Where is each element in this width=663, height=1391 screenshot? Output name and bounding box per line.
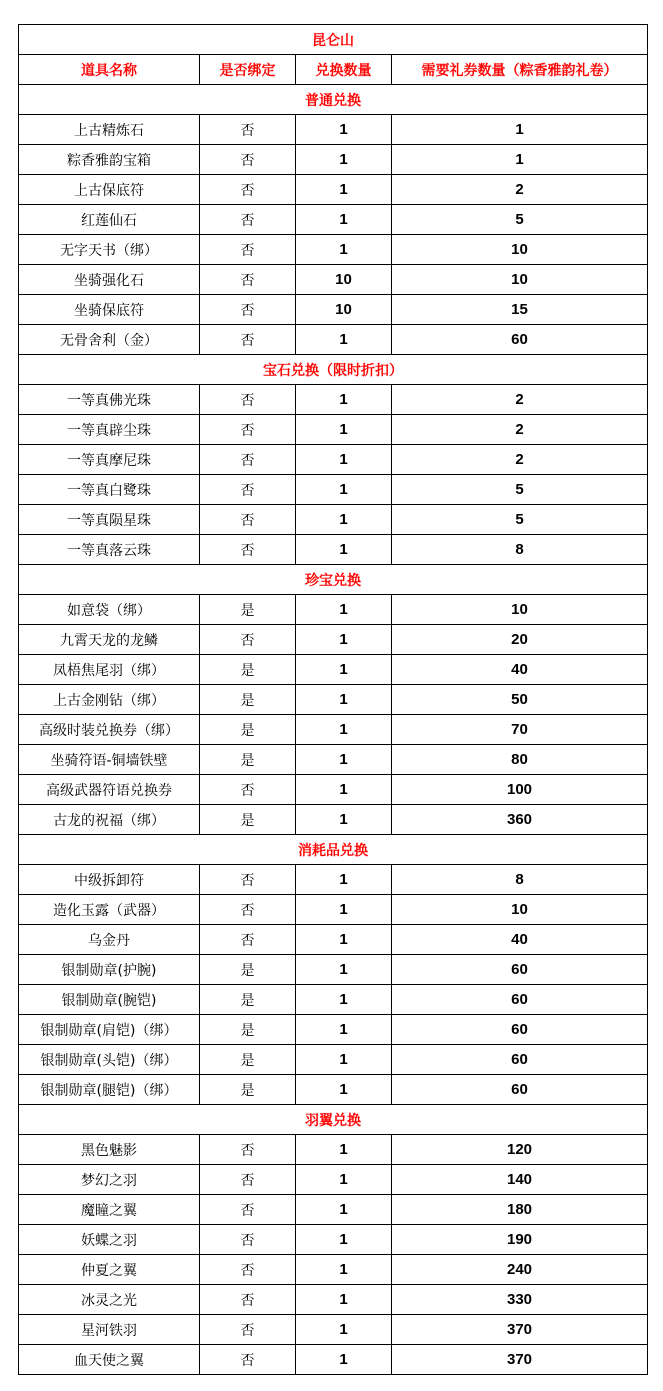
voucher-cost-cell: 5 (392, 475, 648, 505)
voucher-cost-cell: 20 (392, 625, 648, 655)
item-name-cell: 坐骑保底符 (19, 295, 200, 325)
table-row (19, 1225, 648, 1255)
item-name-cell: 高级武器符语兑换券 (19, 775, 200, 805)
table-row (19, 505, 648, 535)
voucher-cost-cell: 60 (392, 955, 648, 985)
item-name-cell: 星河铁羽 (19, 1315, 200, 1345)
table-row (19, 115, 648, 145)
item-name-cell: 黑色魅影 (19, 1135, 200, 1165)
item-name-cell: 中级拆卸符 (19, 865, 200, 895)
bound-cell: 否 (200, 925, 296, 955)
bound-cell: 否 (200, 145, 296, 175)
table-row (19, 385, 648, 415)
voucher-cost-cell: 5 (392, 205, 648, 235)
item-name-cell: 一等真摩尼珠 (19, 445, 200, 475)
item-name-cell: 一等真陨星珠 (19, 505, 200, 535)
item-name-cell: 一等真辟尘珠 (19, 415, 200, 445)
section-header-row (19, 355, 648, 385)
table-row (19, 1255, 648, 1285)
table-row (19, 145, 648, 175)
bound-cell: 是 (200, 685, 296, 715)
quantity-cell: 1 (296, 1195, 392, 1225)
quantity-cell: 1 (296, 1315, 392, 1345)
table-row (19, 445, 648, 475)
quantity-cell: 1 (296, 775, 392, 805)
bound-cell: 否 (200, 625, 296, 655)
section-title: 羽翼兑换 (19, 1105, 648, 1135)
table-row (19, 685, 648, 715)
title-row (19, 25, 648, 55)
item-name-cell: 银制勋章(护腕) (19, 955, 200, 985)
table-row (19, 1345, 648, 1375)
item-name-cell: 造化玉露（武器） (19, 895, 200, 925)
bound-cell: 是 (200, 595, 296, 625)
quantity-cell: 1 (296, 115, 392, 145)
table-row (19, 235, 648, 265)
bound-cell: 否 (200, 415, 296, 445)
table-title: 昆仑山 (19, 25, 648, 55)
quantity-cell: 1 (296, 145, 392, 175)
quantity-cell: 1 (296, 1345, 392, 1375)
bound-cell: 是 (200, 1015, 296, 1045)
voucher-cost-cell: 370 (392, 1315, 648, 1345)
quantity-cell: 10 (296, 295, 392, 325)
quantity-cell: 1 (296, 475, 392, 505)
table-row (19, 1015, 648, 1045)
bound-cell: 否 (200, 115, 296, 145)
bound-cell: 是 (200, 1075, 296, 1105)
voucher-cost-cell: 40 (392, 655, 648, 685)
voucher-cost-cell: 15 (392, 295, 648, 325)
item-name-cell: 上古精炼石 (19, 115, 200, 145)
bound-cell: 否 (200, 1255, 296, 1285)
table-row (19, 1045, 648, 1075)
section-title: 珍宝兑换 (19, 565, 648, 595)
bound-cell: 否 (200, 1225, 296, 1255)
quantity-cell: 1 (296, 745, 392, 775)
quantity-cell: 1 (296, 1165, 392, 1195)
quantity-cell: 1 (296, 1285, 392, 1315)
quantity-cell: 1 (296, 445, 392, 475)
quantity-cell: 10 (296, 265, 392, 295)
voucher-cost-cell: 50 (392, 685, 648, 715)
voucher-cost-cell: 80 (392, 745, 648, 775)
voucher-cost-cell: 60 (392, 1015, 648, 1045)
voucher-cost-cell: 370 (392, 1345, 648, 1375)
quantity-cell: 1 (296, 805, 392, 835)
bound-cell: 否 (200, 1135, 296, 1165)
bound-cell: 否 (200, 445, 296, 475)
voucher-cost-cell: 10 (392, 595, 648, 625)
quantity-cell: 1 (296, 595, 392, 625)
quantity-cell: 1 (296, 715, 392, 745)
bound-cell: 是 (200, 745, 296, 775)
exchange-table (18, 24, 648, 1375)
header-row (19, 55, 648, 85)
bound-cell: 否 (200, 1285, 296, 1315)
table-row (19, 595, 648, 625)
bound-cell: 是 (200, 1045, 296, 1075)
item-name-cell: 无骨舍利（金） (19, 325, 200, 355)
voucher-cost-cell: 60 (392, 1075, 648, 1105)
item-name-cell: 无字天书（绑） (19, 235, 200, 265)
table-row (19, 625, 648, 655)
table-row (19, 205, 648, 235)
bound-cell: 否 (200, 895, 296, 925)
item-name-cell: 银制勋章(腕铠) (19, 985, 200, 1015)
voucher-cost-cell: 100 (392, 775, 648, 805)
voucher-cost-cell: 140 (392, 1165, 648, 1195)
bound-cell: 否 (200, 325, 296, 355)
item-name-cell: 古龙的祝福（绑） (19, 805, 200, 835)
quantity-cell: 1 (296, 1075, 392, 1105)
bound-cell: 否 (200, 385, 296, 415)
item-name-cell: 银制勋章(腿铠)（绑） (19, 1075, 200, 1105)
quantity-cell: 1 (296, 385, 392, 415)
voucher-cost-cell: 8 (392, 535, 648, 565)
table-row (19, 265, 648, 295)
bound-cell: 是 (200, 805, 296, 835)
quantity-cell: 1 (296, 205, 392, 235)
bound-cell: 是 (200, 715, 296, 745)
voucher-cost-cell: 5 (392, 505, 648, 535)
table-row (19, 1285, 648, 1315)
voucher-cost-cell: 190 (392, 1225, 648, 1255)
item-name-cell: 妖蝶之羽 (19, 1225, 200, 1255)
table-row (19, 1195, 648, 1225)
section-header-row (19, 565, 648, 595)
bound-cell: 否 (200, 865, 296, 895)
table-row (19, 805, 648, 835)
item-name-cell: 红莲仙石 (19, 205, 200, 235)
table-row (19, 475, 648, 505)
quantity-cell: 1 (296, 505, 392, 535)
voucher-cost-cell: 2 (392, 415, 648, 445)
quantity-cell: 1 (296, 1015, 392, 1045)
item-name-cell: 一等真佛光珠 (19, 385, 200, 415)
voucher-cost-cell: 2 (392, 175, 648, 205)
table-row (19, 985, 648, 1015)
table-row (19, 325, 648, 355)
table-row (19, 925, 648, 955)
item-name-cell: 九霄天龙的龙鳞 (19, 625, 200, 655)
table-row (19, 655, 648, 685)
quantity-cell: 1 (296, 685, 392, 715)
bound-cell: 否 (200, 1165, 296, 1195)
quantity-cell: 1 (296, 1135, 392, 1165)
quantity-cell: 1 (296, 655, 392, 685)
table-row (19, 955, 648, 985)
section-title: 消耗品兑换 (19, 835, 648, 865)
voucher-cost-cell: 240 (392, 1255, 648, 1285)
item-name-cell: 银制勋章(头铠)（绑） (19, 1045, 200, 1075)
item-name-cell: 一等真白鹭珠 (19, 475, 200, 505)
item-name-cell: 坐骑符语-铜墙铁壁 (19, 745, 200, 775)
voucher-cost-cell: 60 (392, 325, 648, 355)
table-row (19, 415, 648, 445)
item-name-cell: 坐骑强化石 (19, 265, 200, 295)
table-row (19, 865, 648, 895)
quantity-cell: 1 (296, 1225, 392, 1255)
bound-cell: 否 (200, 1315, 296, 1345)
quantity-cell: 1 (296, 325, 392, 355)
voucher-cost-cell: 2 (392, 385, 648, 415)
item-name-cell: 粽香雅韵宝箱 (19, 145, 200, 175)
quantity-cell: 1 (296, 865, 392, 895)
quantity-cell: 1 (296, 235, 392, 265)
quantity-cell: 1 (296, 415, 392, 445)
quantity-cell: 1 (296, 955, 392, 985)
bound-cell: 否 (200, 1345, 296, 1375)
quantity-cell: 1 (296, 895, 392, 925)
voucher-cost-cell: 180 (392, 1195, 648, 1225)
voucher-cost-cell: 60 (392, 1045, 648, 1075)
section-header-row (19, 85, 648, 115)
item-name-cell: 魔瞳之翼 (19, 1195, 200, 1225)
voucher-cost-cell: 120 (392, 1135, 648, 1165)
voucher-cost-cell: 40 (392, 925, 648, 955)
voucher-cost-cell: 60 (392, 985, 648, 1015)
table-row (19, 775, 648, 805)
voucher-cost-cell: 2 (392, 445, 648, 475)
bound-cell: 否 (200, 235, 296, 265)
bound-cell: 否 (200, 535, 296, 565)
item-name-cell: 凤梧焦尾羽（绑） (19, 655, 200, 685)
voucher-cost-cell: 330 (392, 1285, 648, 1315)
quantity-cell: 1 (296, 625, 392, 655)
quantity-cell: 1 (296, 535, 392, 565)
table-row (19, 1315, 648, 1345)
voucher-cost-cell: 10 (392, 265, 648, 295)
section-header-row (19, 1105, 648, 1135)
header-item-name: 道具名称 (19, 55, 200, 85)
voucher-cost-cell: 1 (392, 115, 648, 145)
header-voucher-cost: 需要礼券数量（粽香雅韵礼卷） (392, 55, 648, 85)
bound-cell: 否 (200, 1195, 296, 1225)
item-name-cell: 一等真落云珠 (19, 535, 200, 565)
voucher-cost-cell: 1 (392, 145, 648, 175)
item-name-cell: 梦幻之羽 (19, 1165, 200, 1195)
table-row (19, 175, 648, 205)
header-quantity: 兑换数量 (296, 55, 392, 85)
section-header-row (19, 835, 648, 865)
item-name-cell: 银制勋章(肩铠)（绑） (19, 1015, 200, 1045)
item-name-cell: 如意袋（绑） (19, 595, 200, 625)
quantity-cell: 1 (296, 985, 392, 1015)
table-row (19, 295, 648, 325)
item-name-cell: 上古金刚钻（绑） (19, 685, 200, 715)
table-row (19, 1135, 648, 1165)
quantity-cell: 1 (296, 1255, 392, 1285)
item-name-cell: 上古保底符 (19, 175, 200, 205)
item-name-cell: 血天使之翼 (19, 1345, 200, 1375)
bound-cell: 否 (200, 505, 296, 535)
voucher-cost-cell: 10 (392, 895, 648, 925)
bound-cell: 否 (200, 265, 296, 295)
item-name-cell: 高级时装兑换券（绑） (19, 715, 200, 745)
section-title: 普通兑换 (19, 85, 648, 115)
table-row (19, 745, 648, 775)
bound-cell: 否 (200, 175, 296, 205)
table-row (19, 1165, 648, 1195)
bound-cell: 是 (200, 655, 296, 685)
item-name-cell: 乌金丹 (19, 925, 200, 955)
quantity-cell: 1 (296, 925, 392, 955)
bound-cell: 否 (200, 775, 296, 805)
quantity-cell: 1 (296, 175, 392, 205)
table-row (19, 1075, 648, 1105)
voucher-cost-cell: 360 (392, 805, 648, 835)
quantity-cell: 1 (296, 1045, 392, 1075)
bound-cell: 否 (200, 475, 296, 505)
table-row (19, 535, 648, 565)
bound-cell: 否 (200, 205, 296, 235)
table-row (19, 715, 648, 745)
voucher-cost-cell: 70 (392, 715, 648, 745)
header-bound: 是否绑定 (200, 55, 296, 85)
section-title: 宝石兑换（限时折扣） (19, 355, 648, 385)
bound-cell: 是 (200, 985, 296, 1015)
bound-cell: 是 (200, 955, 296, 985)
voucher-cost-cell: 10 (392, 235, 648, 265)
voucher-cost-cell: 8 (392, 865, 648, 895)
table-row (19, 895, 648, 925)
item-name-cell: 仲夏之翼 (19, 1255, 200, 1285)
item-name-cell: 冰灵之光 (19, 1285, 200, 1315)
bound-cell: 否 (200, 295, 296, 325)
